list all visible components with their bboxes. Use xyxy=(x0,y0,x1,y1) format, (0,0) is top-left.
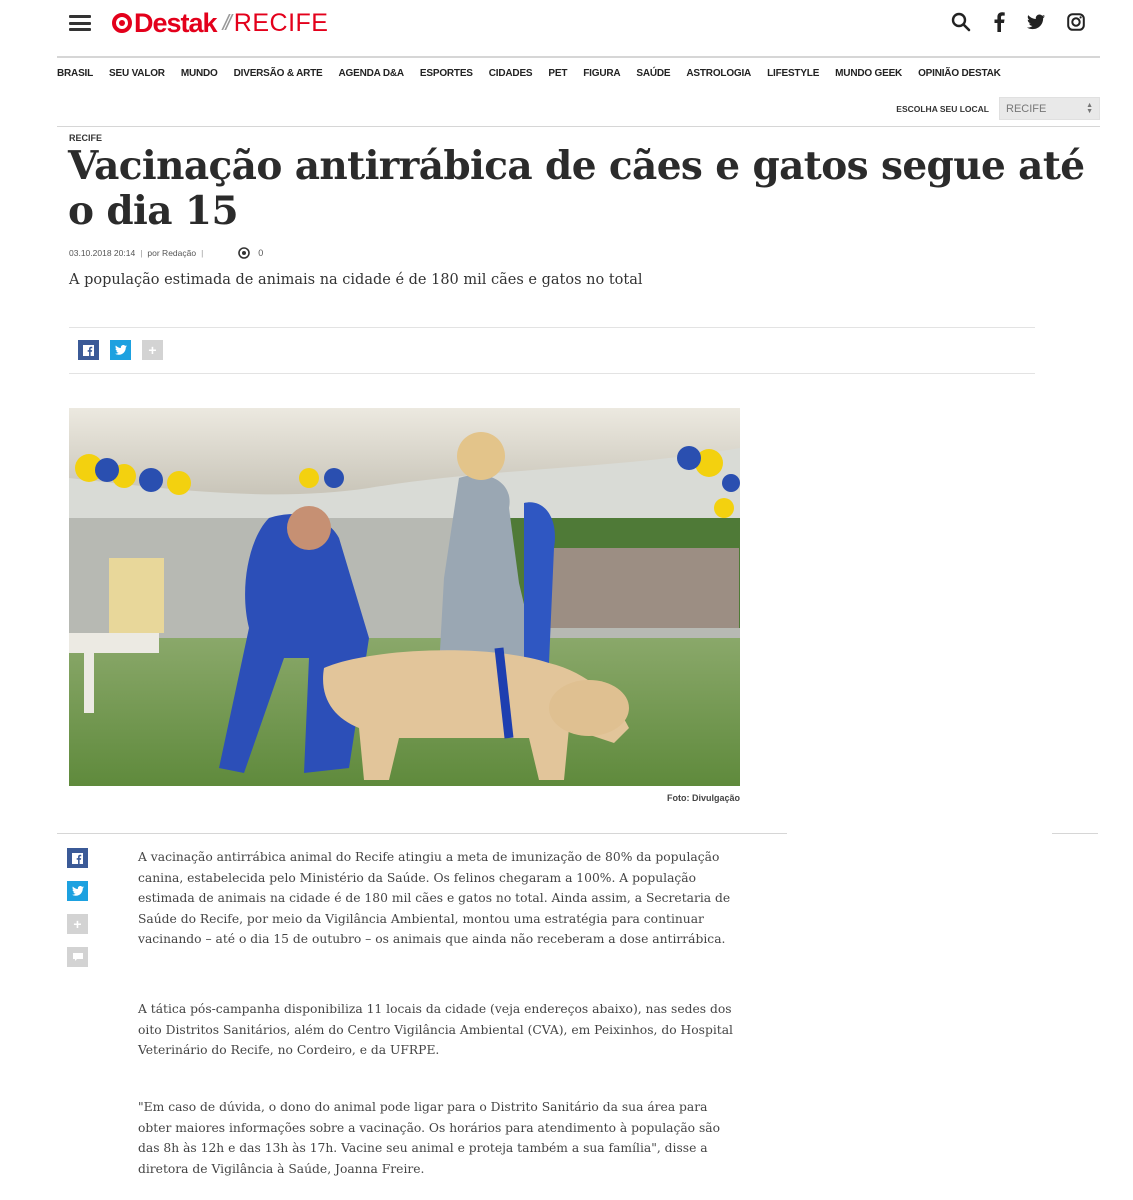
location-picker xyxy=(896,97,1100,120)
share-twitter-button[interactable] xyxy=(110,340,131,360)
facebook-icon xyxy=(72,853,83,864)
facebook-icon[interactable] xyxy=(993,12,1005,32)
article-photo xyxy=(69,408,740,786)
nav-item-astrologia[interactable]: ASTROLOGIA xyxy=(686,68,752,79)
comment-icon xyxy=(73,953,83,961)
logo-mark xyxy=(112,13,132,33)
article-section[interactable]: RECIFE xyxy=(69,133,103,143)
nav-divider xyxy=(57,126,1100,127)
nav-item-figura[interactable]: FIGURA xyxy=(583,68,621,79)
side-share-more-button[interactable]: + xyxy=(67,914,88,934)
meta-separator: | xyxy=(140,248,143,258)
nav-item-cidades[interactable]: CIDADES xyxy=(488,68,533,79)
article-meta xyxy=(69,247,263,259)
nav-item-diversao-arte[interactable]: DIVERSÃO & ARTE xyxy=(233,68,323,79)
location-label: ESCOLHA SEU LOCAL xyxy=(896,103,989,114)
main-nav xyxy=(57,68,1017,79)
instagram-icon[interactable] xyxy=(1067,13,1085,31)
body-divider xyxy=(57,833,787,834)
body-divider-right xyxy=(1052,833,1098,834)
site-logo[interactable] xyxy=(112,8,328,38)
nav-item-saude[interactable]: SAÚDE xyxy=(636,68,671,79)
article-paragraph: "Em caso de dúvida, o dono do animal pode ligar para o Distrito Sanitário da sua área para obter maiores informações sobre a vacinação. Os horários para atendimento à população são das 8h às 12h e das 13h às 17h. Vacine seu animal e proteja também a sua família", disse a diretora de Vigilância à Saúde, Joanna Freire. xyxy=(138,1100,721,1176)
photo-caption: Foto: Divulgação xyxy=(666,793,740,803)
search-icon[interactable] xyxy=(951,12,971,32)
nav-item-mundo[interactable]: MUNDO xyxy=(180,68,218,79)
side-share-twitter-button[interactable] xyxy=(67,881,88,901)
article-paragraph: A tática pós-campanha disponibiliza 11 locais da cidade (veja endereços abaixo), nas sedes dos oito Distritos Sanitários, além do Centro Vigilância Ambiental (CVA), em Peixinhos, do Hospital Veterinário do Recife, no Cordeiro, e da UFRPE. xyxy=(138,1002,733,1058)
nav-item-esportes[interactable]: ESPORTES xyxy=(419,68,473,79)
logo-city: RECIFE xyxy=(233,8,329,37)
location-select[interactable] xyxy=(999,97,1100,120)
share-facebook-button[interactable] xyxy=(78,340,99,360)
article-paragraph: A vacinação antirrábica animal do Recife atingiu a meta de imunização de 80% da população canina, estabelecida pelo Ministério da Saúde. Os felinos chegaram a 100%. A população estimada de animais na cidade é de 180 mil cães e gatos no total. Ainda assim, a Secretaria de Saúde do Recife, por meio da Vigilância Ambiental, montou uma estratégia para continuar vacinando – até o dia 15 de outubro – os animais que ainda não receberam a dose antirrábica. xyxy=(138,850,731,947)
select-arrows-icon: ▲ ▼ xyxy=(1086,102,1093,115)
header-icons xyxy=(951,12,1085,32)
side-share-facebook-button[interactable] xyxy=(67,848,88,868)
eye-icon xyxy=(238,247,250,259)
share-divider-top xyxy=(69,327,1035,328)
header-divider xyxy=(57,56,1100,58)
share-divider-bottom xyxy=(69,373,1035,374)
facebook-icon xyxy=(83,345,94,356)
nav-item-seu-valor[interactable]: SEU VALOR xyxy=(109,68,165,79)
views-counter xyxy=(238,247,263,259)
menu-icon[interactable] xyxy=(69,15,91,31)
twitter-icon[interactable] xyxy=(1027,14,1045,30)
meta-separator: | xyxy=(201,248,204,258)
location-selected-value: RECIFE xyxy=(1006,103,1047,115)
share-bar-top xyxy=(78,340,163,360)
article-lead: A população estimada de animais na cidade é de 180 mil cães e gatos no total xyxy=(69,272,643,288)
nav-item-lifestyle[interactable]: LIFESTYLE xyxy=(767,68,820,79)
side-comment-button[interactable] xyxy=(67,947,88,967)
views-count: 0 xyxy=(258,248,264,258)
article-title: Vacinação antirrábica de cães e gatos segue até o dia 15 xyxy=(68,143,1085,234)
nav-item-opiniao-destak[interactable]: OPINIÃO DESTAK xyxy=(918,68,1001,79)
article-author: por Redação xyxy=(147,248,197,258)
logo-separator: // xyxy=(222,10,229,35)
nav-item-brasil[interactable]: BRASIL xyxy=(57,68,94,79)
photo-illustration xyxy=(69,408,740,786)
site-header xyxy=(57,0,1100,52)
twitter-icon xyxy=(72,886,84,896)
logo-brand: Destak xyxy=(134,7,217,38)
nav-item-mundo-geek[interactable]: MUNDO GEEK xyxy=(835,68,903,79)
twitter-icon xyxy=(115,345,127,355)
share-more-button[interactable]: + xyxy=(142,340,163,360)
nav-item-pet[interactable]: PET xyxy=(548,68,568,79)
nav-item-agenda[interactable]: AGENDA D&A xyxy=(338,68,404,79)
article-date: 03.10.2018 20:14 xyxy=(69,248,136,258)
share-bar-side xyxy=(67,848,88,967)
